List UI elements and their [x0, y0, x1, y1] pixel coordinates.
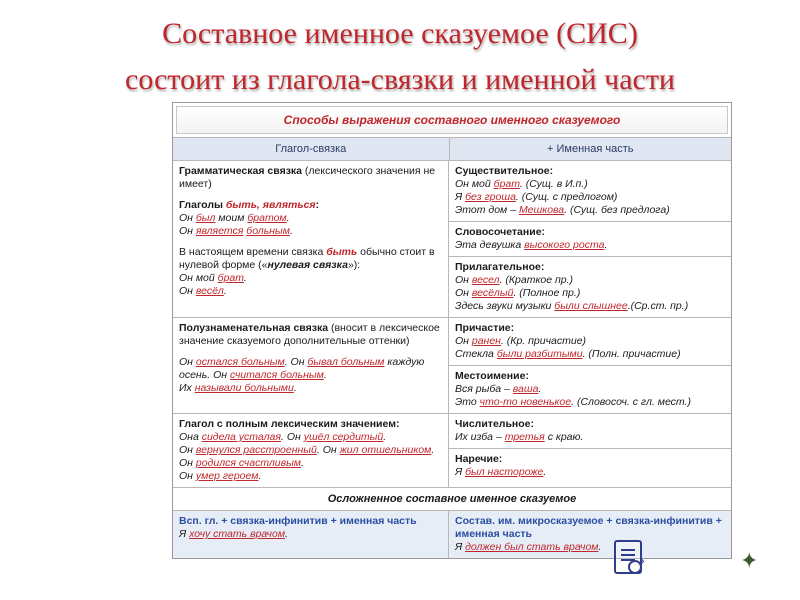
column-header-link-verb: Глагол-связка: [173, 138, 450, 160]
numeral-cell: Числительное: Их изба – третья с краю.: [449, 414, 731, 449]
complicated-right-cell: Состав. им. микросказуемое + связка-инфинитив + именная часть Я должен был стать врачом.: [455, 515, 722, 553]
nominal-part-group-3: [449, 414, 731, 487]
grammatical-link-cell: Грамматическая связка (лексического значения не имеет) Глаголы быть, являться: Он был моим братом. Он является больным. В настоящем времени связка быть обычно стоит в нулевой форме («нулевая связка»): Он мой брат. Он весёл.: [173, 161, 449, 317]
semi-notional-link-cell: Полузнаменательная связка (вносит в лексическое значение сказуемого дополнительные оттенки) Он остался больным. Он бывал больным каждую осень. Он считался больным. Их называли больными.: [173, 318, 449, 413]
adjective-cell: Прилагательное: Он весел. (Краткое пр.) Он весёлый. (Полное пр.) Здесь звуки музыки были слышнее.(Ср.ст. пр.): [455, 261, 689, 312]
column-header-nominal-part: + Именная часть: [547, 143, 634, 155]
predicate-table: [172, 102, 732, 559]
pronoun-cell: Местоимение: Вся рыба – ваша. Это что-то новенькое. (Словосоч. с гл. мест.): [455, 370, 691, 408]
table-header: Способы выражения составного именного сказуемого: [176, 106, 728, 134]
page-subtitle: состоит из глагола-связки и именной части: [125, 63, 675, 96]
table-row: [173, 161, 731, 318]
complicated-predicate-header: Осложненное составное именное сказуемое: [173, 488, 731, 511]
table-row: [173, 318, 731, 414]
sparkle-icon: ✦: [740, 548, 759, 573]
nominal-part-group-1: [449, 161, 731, 317]
adverb-cell: Наречие: Я был настороже.: [455, 453, 547, 478]
chevron-right-icon: ›: [640, 552, 645, 568]
phrase-cell: Словосочетание: Эта девушка высокого роста.: [449, 222, 731, 257]
noun-cell: Существительное: Он мой брат. (Сущ. в И.п.) Я без гроша. (Сущ. с предлогом) Этот дом – Мешкова. (Сущ. без предлога): [449, 161, 731, 222]
page-title: Составное именное сказуемое (СИС): [162, 17, 638, 50]
column-headers: [173, 137, 731, 161]
table-row: [173, 414, 731, 488]
participle-cell: Причастие: Он ранен. (Кр. причастие) Стекла были разбитыми. (Полн. причастие): [449, 318, 731, 366]
complicated-left-cell: Всп. гл. + связка-инфинитив + именная часть Я хочу стать врачом.: [173, 511, 449, 558]
complicated-predicate-row: [173, 511, 731, 558]
full-verb-cell: Глагол с полным лексическим значением: Она сидела усталая. Он ушёл сердитый. Он вернулся расстроенный. Он жил отшельником. Он родился счастливым. Он умер героем.: [173, 414, 449, 487]
nominal-part-group-2: [449, 318, 731, 413]
